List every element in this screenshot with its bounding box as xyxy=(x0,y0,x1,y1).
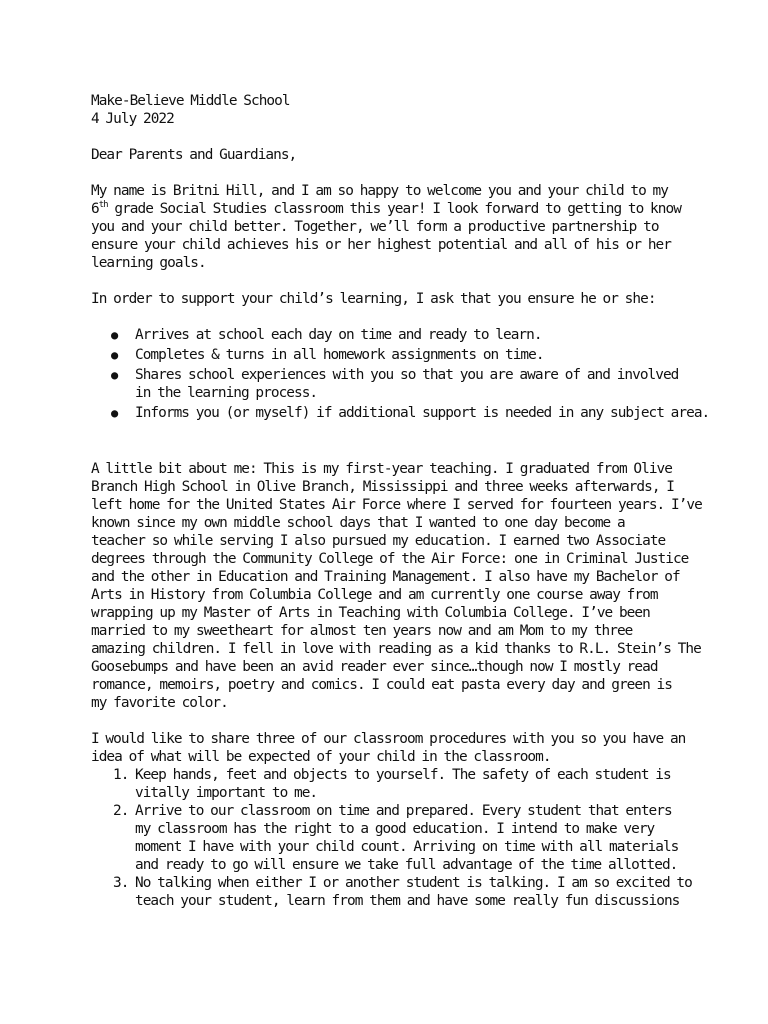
about-line: degrees through the Community College of the Air Force: one in Criminal Justice xyxy=(91,551,689,567)
about-line: married to my sweetheart for almost ten years now and am Mom to my three xyxy=(91,623,633,639)
spacer xyxy=(91,308,691,326)
letter-date: 4 July 2022 xyxy=(91,111,174,127)
procedure-number: 1. xyxy=(113,767,129,783)
procedure-text: my classroom has the right to a good education. I intend to make very xyxy=(135,821,655,837)
list-item xyxy=(91,404,710,422)
procedure-number: 2. xyxy=(113,803,129,819)
spacer xyxy=(91,272,691,290)
bullet-icon: ● xyxy=(111,406,118,420)
procedure-text: Arrive to our classroom on time and prepared. Every student that enters xyxy=(135,803,672,819)
about-line: known since my own middle school days that I wanted to one day become a xyxy=(91,515,625,531)
about-line: Goosebumps and have been an avid reader ever since…though now I mostly read xyxy=(91,659,658,675)
school-name: Make-Believe Middle School xyxy=(91,93,290,109)
about-line: Arts in History from Columbia College and am currently one course away from xyxy=(91,587,658,603)
intro-line: My name is Britni Hill, and I am so happy to welcome you and your child to my xyxy=(91,183,668,199)
list-item xyxy=(91,346,691,364)
procedure-text: and ready to go will ensure we take full advantage of the time allotted. xyxy=(135,857,678,873)
salutation: Dear Parents and Guardians, xyxy=(91,147,297,163)
about-line: romance, memoirs, poetry and comics. I could eat pasta every day and green is xyxy=(91,677,672,693)
procedure-text: teach your student, learn from them and have some really fun discussions xyxy=(135,893,680,909)
spacer xyxy=(91,424,691,460)
intro-line-rest: grade Social Studies classroom this year! I look forward to getting to know xyxy=(107,201,681,217)
about-line: amazing children. I fell in love with reading as a kid thanks to R.L. Stein’s The xyxy=(91,641,701,657)
procedure-item xyxy=(91,802,691,874)
list-item-text: in the learning process. xyxy=(135,385,318,401)
about-line: teacher so while serving I also pursued my education. I earned two Associate xyxy=(91,533,666,549)
grade-number: 6 xyxy=(91,201,99,217)
list-item-text: Completes & turns in all homework assignments on time. xyxy=(135,347,544,363)
procedures-intro-line: I would like to share three of our classroom procedures with you so you have an xyxy=(91,731,686,747)
about-line: wrapping up my Master of Arts in Teaching with Columbia College. I’ve been xyxy=(91,605,650,621)
procedures-intro xyxy=(91,730,691,766)
about-paragraph xyxy=(91,460,702,712)
procedure-text: No talking when either I or another student is talking. I am so excited to xyxy=(135,875,692,891)
support-intro: In order to support your child’s learning, I ask that you ensure he or she: xyxy=(91,291,656,307)
grade-suffix: th xyxy=(98,200,108,211)
procedure-text: vitally important to me. xyxy=(135,785,318,801)
spacer xyxy=(91,712,691,730)
spacer xyxy=(91,164,691,182)
about-line: my favorite color. xyxy=(91,695,228,711)
procedure-text: moment I have with your child count. Arriving on time with all materials xyxy=(135,839,679,855)
list-item-text: Shares school experiences with you so that you are aware of and involved xyxy=(135,367,679,383)
letter-page xyxy=(91,92,710,910)
support-list xyxy=(91,326,710,422)
intro-line xyxy=(91,200,691,218)
list-item-text: Arrives at school each day on time and ready to learn. xyxy=(135,327,542,343)
spacer xyxy=(91,128,691,146)
list-item xyxy=(91,366,691,402)
list-item-text: Informs you (or myself) if additional support is needed in any subject area. xyxy=(135,405,710,421)
intro-paragraph xyxy=(91,182,691,272)
bullet-icon: ● xyxy=(111,348,118,362)
about-line: A little bit about me: This is my first-year teaching. I graduated from Olive xyxy=(91,461,672,477)
bullet-icon: ● xyxy=(111,368,118,382)
procedure-text: Keep hands, feet and objects to yourself. The safety of each student is xyxy=(135,767,671,783)
bullet-icon: ● xyxy=(111,328,118,342)
intro-line: ensure your child achieves his or her highest potential and all of his or her xyxy=(91,237,671,253)
about-line: Branch High School in Olive Branch, Mississippi and three weeks afterwards, I xyxy=(91,479,674,495)
procedure-item xyxy=(91,766,691,802)
intro-line: learning goals. xyxy=(91,255,206,271)
about-line: left home for the United States Air Force where I served for fourteen years. I’ve xyxy=(91,497,702,513)
procedures-list xyxy=(91,766,691,910)
about-line: and the other in Education and Training Management. I also have my Bachelor of xyxy=(91,569,680,585)
intro-line: you and your child better. Together, we’ll form a productive partnership to xyxy=(91,219,659,235)
procedure-number: 3. xyxy=(113,875,129,891)
procedure-item xyxy=(91,874,691,910)
procedures-intro-line: idea of what will be expected of your child in the classroom. xyxy=(91,749,551,765)
list-item xyxy=(91,326,691,344)
